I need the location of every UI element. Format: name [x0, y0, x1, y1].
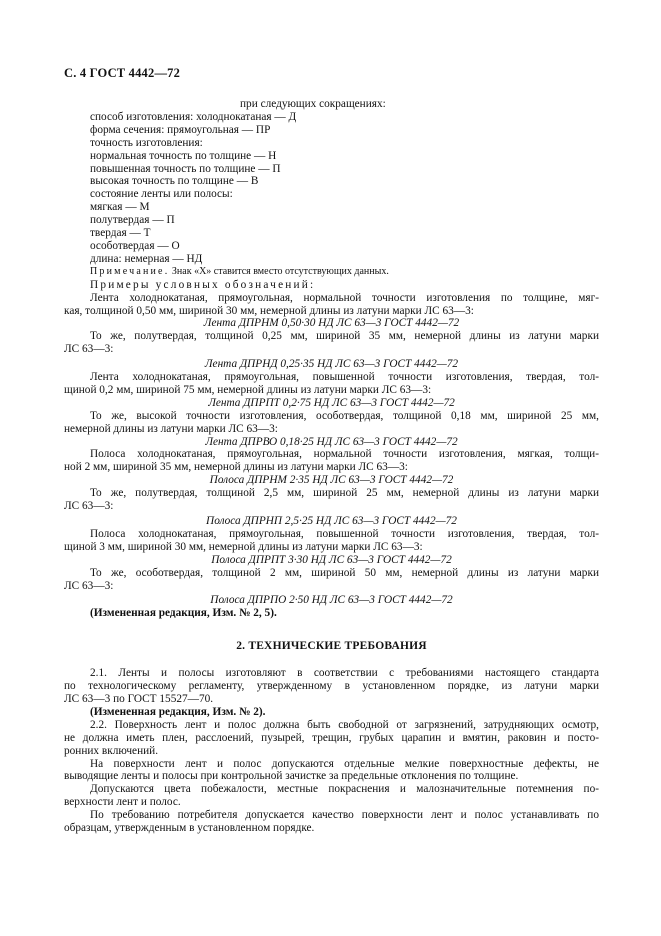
example-8-text-cont: ЛС 63—3:	[64, 579, 114, 592]
clause-2-2: 2.2. Поверхность лент и полос должна быть свободной от загрязнений, затрудняющих осмотр,	[90, 718, 599, 731]
abbr-halfhard: полутвердая — П	[90, 214, 175, 227]
abbr-shape: форма сечения: прямоугольная — ПР	[90, 123, 271, 136]
example-5-designation: Полоса ДПРНМ 2·35 НД ЛС 63—3 ГОСТ 4442—72	[209, 474, 454, 487]
examples-title: Примеры условных обозначений:	[90, 278, 316, 291]
abbr-state: состояние ленты или полосы:	[90, 188, 233, 201]
abbr-normal: нормальная точность по толщине — Н	[90, 149, 277, 162]
example-4-text-cont: немерной длины из латуни марки ЛС 63—3:	[64, 422, 278, 435]
paragraph-samples-cont: образцам, утвержденным в установленном порядке.	[64, 822, 315, 835]
example-6-text-cont: ЛС 63—3:	[64, 500, 114, 513]
abbr-accuracy: точность изготовления:	[90, 136, 203, 149]
abbr-method: способ изготовления: холоднокатаная — Д	[90, 110, 297, 123]
example-7-text-cont: щиной 3 мм, шириной 30 мм, немерной длины из латуни марки ЛС 63—3:	[64, 540, 423, 553]
abbr-length: длина: немерная — НД	[90, 252, 203, 265]
example-1-designation: Лента ДПРНМ 0,50·30 НД ЛС 63—3 ГОСТ 4442—72	[203, 317, 460, 330]
paragraph-colors: Допускаются цвета побежалости, местные покраснения и малозначительные потемнения по-	[90, 783, 599, 796]
paragraph-colors-cont: верхности лент и полос.	[64, 796, 181, 809]
example-2-text-cont: ЛС 63—3:	[64, 343, 114, 356]
abbr-high: высокая точность по толщине — В	[90, 175, 259, 188]
clause-2-1-end: ЛС 63—3 по ГОСТ 15527—70.	[64, 692, 214, 705]
abbr-increased: повышенная точность по толщине — П	[90, 162, 281, 175]
example-3-designation: Лента ДПРПТ 0,2·75 НД ЛС 63—3 ГОСТ 4442—72	[208, 396, 455, 409]
paragraph-defects: На поверхности лент и полос допускаются отдельные мелкие поверхностные дефекты, не	[90, 757, 599, 770]
example-2-text: То же, полутвердая, толщиной 0,25 мм, шириной 35 мм, немерной длины из латуни марки	[90, 330, 599, 343]
abbr-extrahard: особотвердая — О	[90, 239, 180, 252]
example-7-text: Полоса холоднокатаная, прямоугольная, повышенной точности изготовления, твердая, тол-	[90, 527, 599, 540]
document-body	[64, 98, 599, 835]
example-1-text-cont: кая, толщиной 0,50 мм, шириной 30 мм, немерной длины из латуни марки ЛС 63—3:	[64, 304, 474, 317]
example-8-designation: Полоса ДПРПО 2·50 НД ЛС 63—3 ГОСТ 4442—72	[210, 594, 453, 607]
note-label: Примечание.	[90, 265, 170, 277]
note	[64, 266, 599, 279]
example-4-text: То же, высокой точности изготовления, особотвердая, толщиной 0,18 мм, шириной 25 мм,	[90, 409, 599, 422]
clause-2-1-cont: по технологическому регламенту, утвержденному в установленном порядке, из латуни марки	[64, 680, 599, 693]
abbreviations-intro: при следующих сокращениях:	[240, 98, 386, 110]
example-8-text: То же, особотвердая, толщиной 2 мм, шириной 50 мм, немерной длины из латуни марки	[90, 566, 599, 579]
revision-note-1: (Измененная редакция, Изм. № 2, 5).	[90, 607, 277, 620]
example-3-text: Лента холоднокатаная, прямоугольная, повышенной точности изготовления, твердая, тол-	[90, 371, 599, 384]
paragraph-samples: По требованию потребителя допускается качество поверхности лент и полос устанавливать по	[90, 809, 599, 822]
clause-2-1: 2.1. Ленты и полосы изготовляют в соответствии с требованиями настоящего стандарта	[90, 667, 599, 680]
example-2-designation: Лента ДПРНД 0,25·35 НД ЛС 63—3 ГОСТ 4442—72	[204, 358, 459, 371]
abbr-hard: твердая — Т	[90, 227, 151, 240]
revision-note-2: (Измененная редакция, Изм. № 2).	[90, 705, 266, 718]
example-3-text-cont: щиной 0,2 мм, шириной 75 мм, немерной длины из латуни марки ЛС 63—3:	[64, 383, 432, 396]
abbr-soft: мягкая — М	[90, 201, 150, 214]
paragraph-defects-cont: выводящие ленты и полосы при контрольной зачистке за предельные отклонения по толщине.	[64, 770, 519, 783]
example-1-text: Лента холоднокатаная, прямоугольная, нормальной точности изготовления по толщине, мяг-	[90, 291, 599, 304]
example-4-designation: Лента ДПРВО 0,18·25 НД ЛС 63—3 ГОСТ 4442—72	[205, 435, 458, 448]
note-text: Знак «Х» ставится вместо отсутствующих данных.	[169, 265, 389, 277]
example-6-designation: Полоса ДПРНП 2,5·25 НД ЛС 63—3 ГОСТ 4442—72	[206, 515, 457, 527]
clause-2-2-cont: не должна иметь плен, расслоений, пузырей, трещин, грубых царапин и вмятин, раковин и постo-	[64, 731, 599, 744]
section-2-title: 2. ТЕХНИЧЕСКИЕ ТРЕБОВАНИЯ	[236, 640, 427, 653]
clause-2-2-end: ронних включений.	[64, 744, 159, 757]
example-5-text-cont: ной 2 мм, шириной 35 мм, немерной длины из латуни марки ЛС 63—3:	[64, 461, 408, 474]
page-header: С. 4 ГОСТ 4442—72	[64, 66, 181, 80]
example-5-text: Полоса холоднокатаная, прямоугольная, нормальной точности изготовления, мягкая, толщи-	[90, 448, 599, 461]
example-7-designation: Полоса ДПРПТ 3·30 НД ЛС 63—3 ГОСТ 4442—72	[211, 553, 452, 566]
example-6-text: То же, полутвердая, толщиной 2,5 мм, шириной 25 мм, немерной длины из латуни марки	[90, 487, 599, 500]
